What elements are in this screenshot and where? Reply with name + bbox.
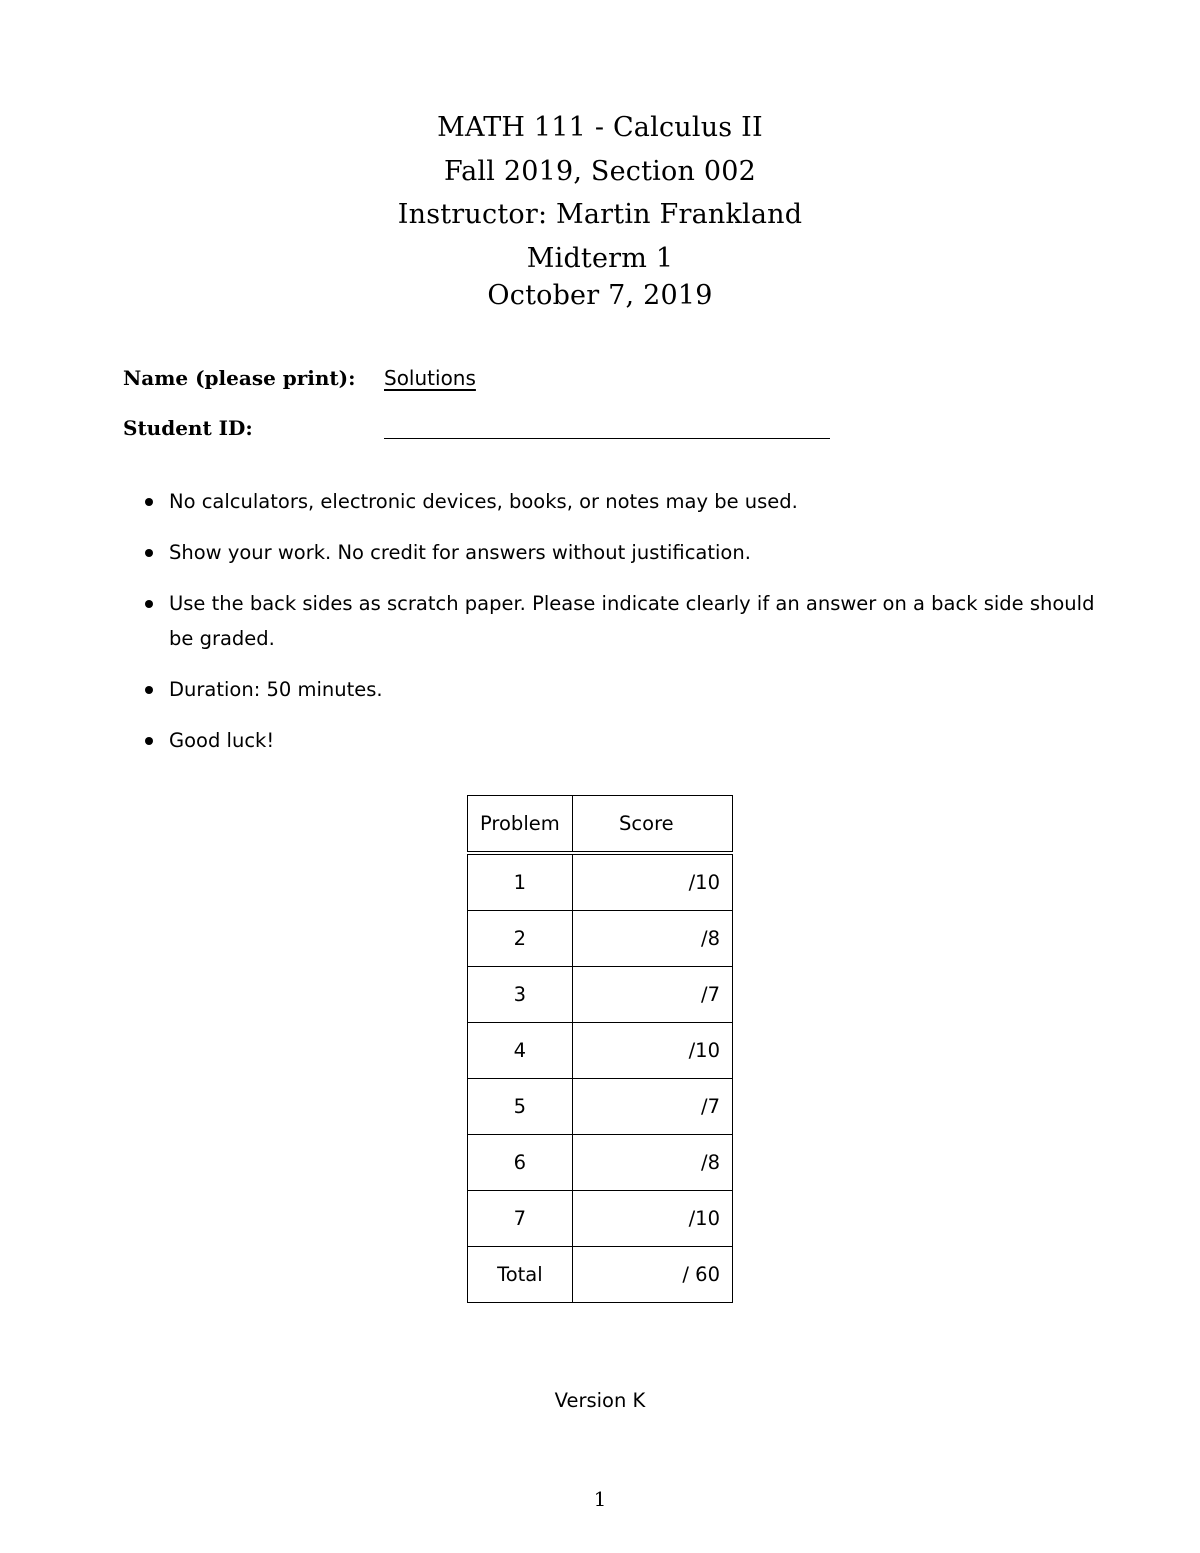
- header-score: Score: [572, 796, 732, 854]
- problem-cell: 4: [468, 1023, 573, 1079]
- bullet-icon: [145, 549, 153, 557]
- instruction-item: [145, 484, 1105, 519]
- table-row: [468, 853, 733, 911]
- instruction-list: [145, 484, 1105, 774]
- score-cell: /7: [572, 1079, 732, 1135]
- table-row: [468, 1135, 733, 1191]
- score-cell: /8: [572, 911, 732, 967]
- header-problem: Problem: [468, 796, 573, 854]
- table-row: [468, 1191, 733, 1247]
- total-score-cell: / 60: [572, 1247, 732, 1303]
- instruction-text: Use the back sides as scratch paper. Please indicate clearly if an answer on a back side should be graded.: [169, 592, 1095, 650]
- table-total-row: [468, 1247, 733, 1303]
- table-row: [468, 1079, 733, 1135]
- instruction-item: [145, 723, 1105, 758]
- exam-date: October 7, 2019: [487, 280, 713, 311]
- problem-cell: 3: [468, 967, 573, 1023]
- score-cell: /7: [572, 967, 732, 1023]
- problem-cell: 6: [468, 1135, 573, 1191]
- instruction-text: Duration: 50 minutes.: [169, 678, 383, 701]
- instruction-item: [145, 535, 1105, 570]
- table-row: [468, 967, 733, 1023]
- score-cell: /10: [572, 1191, 732, 1247]
- score-cell: /10: [572, 1023, 732, 1079]
- score-table: [467, 795, 733, 1303]
- student-id-label: Student ID:: [123, 416, 253, 440]
- instruction-item: [145, 672, 1105, 707]
- score-cell: /10: [572, 853, 732, 911]
- bullet-icon: [145, 737, 153, 745]
- instruction-text: Show your work. No credit for answers without justification.: [169, 541, 751, 564]
- total-label-cell: Total: [468, 1247, 573, 1303]
- instruction-text: Good luck!: [169, 729, 275, 752]
- exam-title: Midterm 1: [526, 243, 674, 274]
- instruction-item: [145, 586, 1105, 656]
- version-label: Version K: [554, 1389, 646, 1412]
- term-section: Fall 2019, Section 002: [444, 156, 756, 187]
- instruction-text: No calculators, electronic devices, books, or notes may be used.: [169, 490, 798, 513]
- problem-cell: 2: [468, 911, 573, 967]
- course-title: MATH 111 - Calculus II: [437, 112, 763, 143]
- table-header-row: [468, 796, 733, 854]
- instructor-line: Instructor: Martin Frankland: [397, 199, 803, 230]
- table-row: [468, 1023, 733, 1079]
- page-number: 1: [593, 1487, 607, 1511]
- score-cell: /8: [572, 1135, 732, 1191]
- bullet-icon: [145, 686, 153, 694]
- problem-cell: 7: [468, 1191, 573, 1247]
- table-row: [468, 911, 733, 967]
- bullet-icon: [145, 498, 153, 506]
- name-value: Solutions: [384, 366, 476, 390]
- bullet-icon: [145, 600, 153, 608]
- name-label: Name (please print):: [123, 366, 356, 390]
- problem-cell: 1: [468, 853, 573, 911]
- problem-cell: 5: [468, 1079, 573, 1135]
- student-id-blank: [384, 438, 830, 439]
